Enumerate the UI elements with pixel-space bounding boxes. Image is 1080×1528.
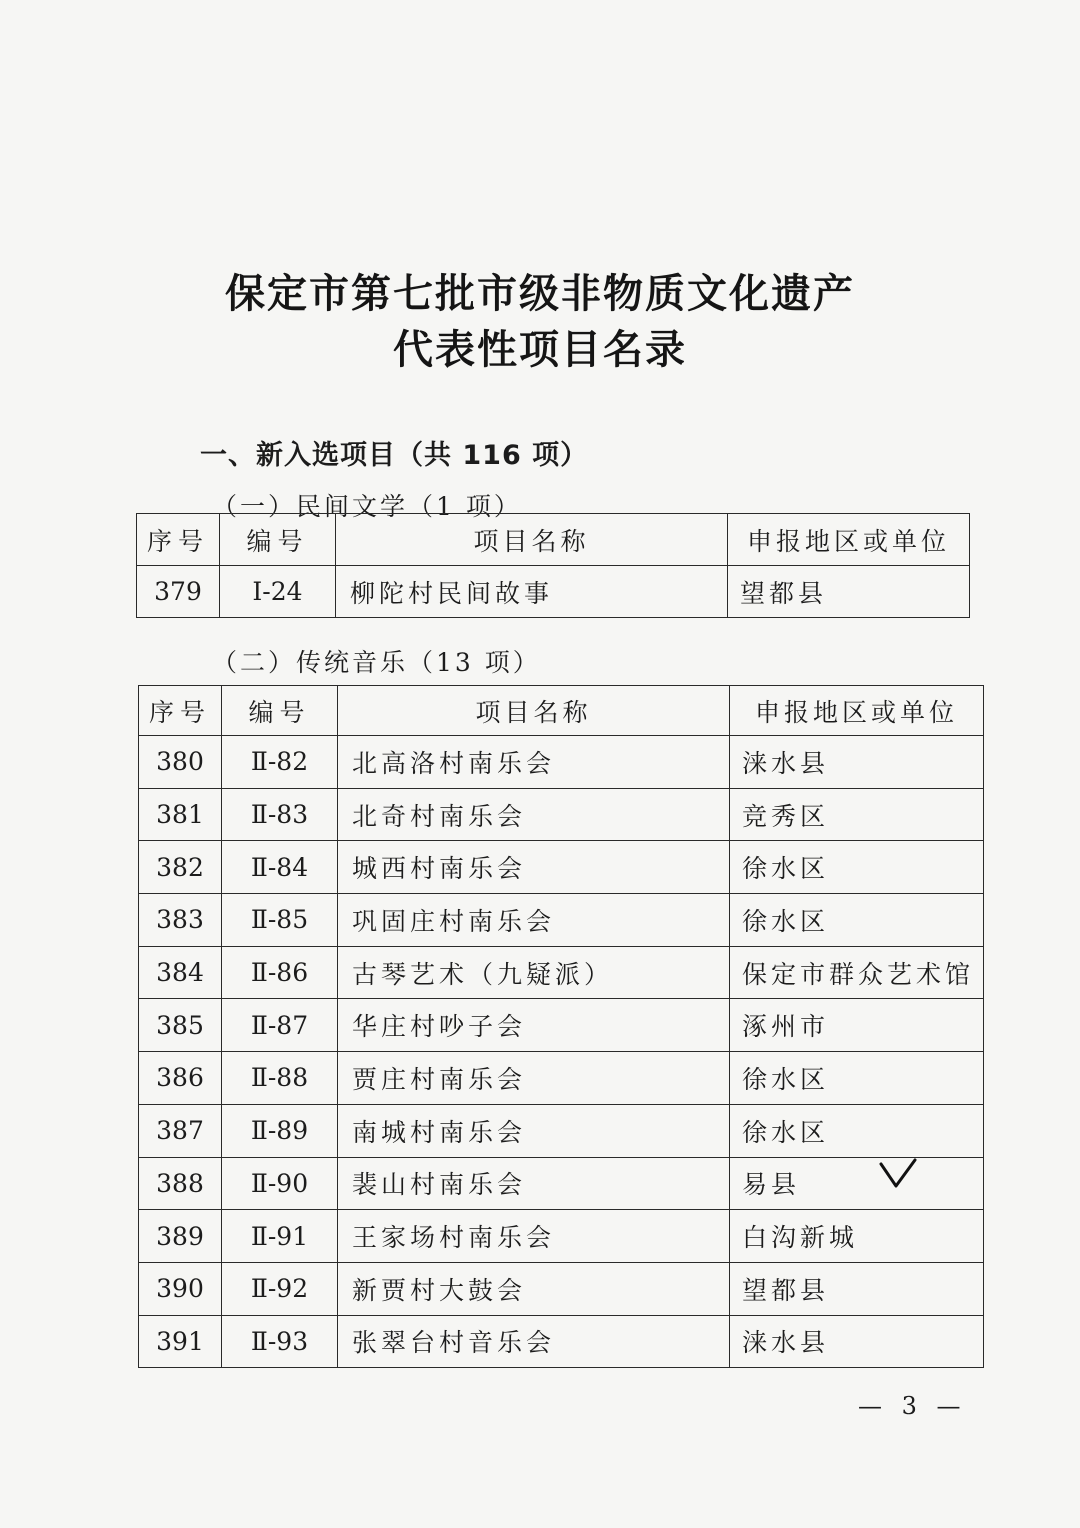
table-row <box>139 1315 984 1368</box>
name-cell: 王家场村南乐会 <box>338 1210 730 1263</box>
table-row <box>139 736 984 789</box>
region-cell: 望都县 <box>728 566 970 618</box>
name-cell: 古琴艺术（九疑派） <box>338 946 730 999</box>
code-cell: Ⅱ-86 <box>222 946 338 999</box>
column-header-region: 申报地区或单位 <box>728 514 970 566</box>
document-title-line1: 保定市第七批市级非物质文化遗产 <box>225 271 855 317</box>
region-cell: 徐水区 <box>730 841 984 894</box>
region-cell: 徐水区 <box>730 894 984 947</box>
column-header-code: 编号 <box>220 514 336 566</box>
code-cell: Ⅱ-93 <box>222 1315 338 1368</box>
code-cell: Ⅱ-88 <box>222 1052 338 1105</box>
seq-cell: 389 <box>139 1210 222 1263</box>
table-row <box>137 566 970 618</box>
seq-cell: 383 <box>139 894 222 947</box>
seq-cell: 385 <box>139 999 222 1052</box>
region-cell: 徐水区 <box>730 1052 984 1105</box>
seq-cell: 380 <box>139 736 222 789</box>
section-heading: 一、新入选项目（共 116 项） <box>200 440 589 471</box>
name-cell: 巩固庄村南乐会 <box>338 894 730 947</box>
handwritten-check-mark-icon <box>878 1158 918 1192</box>
region-cell: 涞水县 <box>730 736 984 789</box>
name-cell: 裴山村南乐会 <box>338 1157 730 1210</box>
table-row <box>139 999 984 1052</box>
code-cell: Ⅱ-85 <box>222 894 338 947</box>
code-cell: Ⅱ-82 <box>222 736 338 789</box>
seq-cell: 384 <box>139 946 222 999</box>
column-header-code: 编号 <box>222 686 338 736</box>
table-row <box>139 1104 984 1157</box>
column-header-region: 申报地区或单位 <box>730 686 984 736</box>
region-cell: 涿州市 <box>730 999 984 1052</box>
column-header-seq: 序号 <box>137 514 220 566</box>
name-cell: 北高洛村南乐会 <box>338 736 730 789</box>
region-cell: 竞秀区 <box>730 788 984 841</box>
seq-cell: 386 <box>139 1052 222 1105</box>
column-header-seq: 序号 <box>139 686 222 736</box>
code-cell: Ⅱ-87 <box>222 999 338 1052</box>
table-header-row <box>137 514 970 566</box>
table-row <box>139 1157 984 1210</box>
region-cell: 白沟新城 <box>730 1210 984 1263</box>
name-cell: 张翠台村音乐会 <box>338 1315 730 1368</box>
page-number: — 3 — <box>858 1392 967 1420</box>
name-cell: 新贾村大鼓会 <box>338 1262 730 1315</box>
table-row <box>139 1052 984 1105</box>
code-cell: Ⅱ-91 <box>222 1210 338 1263</box>
column-header-name: 项目名称 <box>338 686 730 736</box>
table-row <box>139 1262 984 1315</box>
region-cell: 涞水县 <box>730 1315 984 1368</box>
seq-cell: 390 <box>139 1262 222 1315</box>
name-cell: 城西村南乐会 <box>338 841 730 894</box>
code-cell: Ⅱ-92 <box>222 1262 338 1315</box>
column-header-name: 项目名称 <box>336 514 728 566</box>
code-cell: Ⅱ-89 <box>222 1104 338 1157</box>
seq-cell: 379 <box>137 566 220 618</box>
table-row <box>139 788 984 841</box>
name-cell: 北奇村南乐会 <box>338 788 730 841</box>
code-cell: Ⅱ-90 <box>222 1157 338 1210</box>
code-cell: Ⅱ-84 <box>222 841 338 894</box>
seq-cell: 382 <box>139 841 222 894</box>
document-title-line2: 代表性项目名录 <box>393 327 687 373</box>
table-row <box>139 946 984 999</box>
category-heading-traditional-music: （二）传统音乐（13 项） <box>212 648 541 677</box>
table-row <box>139 841 984 894</box>
category-heading-folk-literature: （一）民间文学（1 项） <box>212 492 522 521</box>
seq-cell: 391 <box>139 1315 222 1368</box>
traditional-music-table <box>138 685 984 1368</box>
name-cell: 南城村南乐会 <box>338 1104 730 1157</box>
region-cell: 保定市群众艺术馆 <box>730 946 984 999</box>
region-cell: 徐水区 <box>730 1104 984 1157</box>
seq-cell: 381 <box>139 788 222 841</box>
table-row <box>139 894 984 947</box>
code-cell: Ⅱ-83 <box>222 788 338 841</box>
seq-cell: 387 <box>139 1104 222 1157</box>
table-header-row <box>139 686 984 736</box>
table-row <box>139 1210 984 1263</box>
name-cell: 华庄村吵子会 <box>338 999 730 1052</box>
seq-cell: 388 <box>139 1157 222 1210</box>
code-cell: Ⅰ-24 <box>220 566 336 618</box>
region-cell: 望都县 <box>730 1262 984 1315</box>
region-cell: 易县 <box>730 1157 984 1210</box>
name-cell: 贾庄村南乐会 <box>338 1052 730 1105</box>
folk-literature-table <box>136 513 970 618</box>
name-cell: 柳陀村民间故事 <box>336 566 728 618</box>
